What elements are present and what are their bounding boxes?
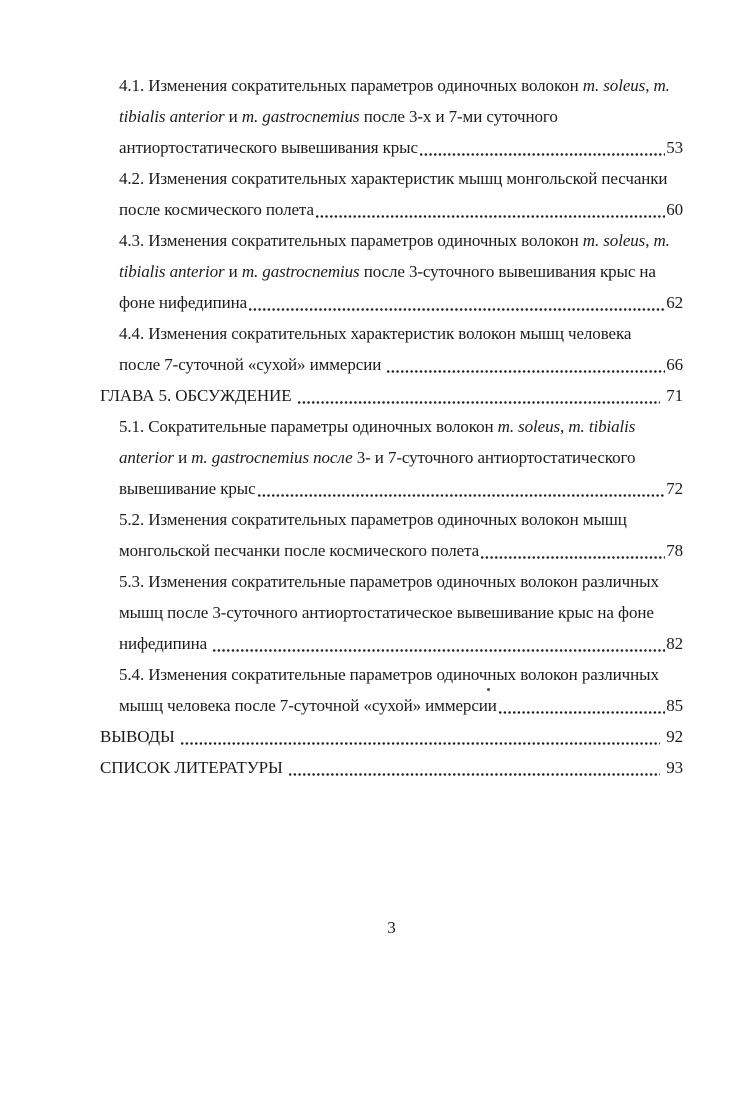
dot-leader: [419, 132, 665, 163]
toc-line-text: anterior и m. gastrocnemius после 3- и 7-суточного антиортостатического: [119, 448, 636, 467]
toc-line-text: мышц человека после 7-суточной «сухой» иммерсии: [119, 696, 497, 715]
toc-entry: [100, 721, 683, 752]
dot-leader: [480, 535, 665, 566]
toc-line-text: 4.1. Изменения сократительных параметров одиночных волокон m. soleus, m.: [119, 76, 670, 95]
toc-line-text: 5.3. Изменения сократительные параметров одиночных волокон различных: [119, 572, 659, 591]
toc-line: [100, 535, 683, 566]
dot-leader: [248, 287, 665, 318]
toc-entry: [100, 163, 683, 225]
toc-line: [100, 318, 683, 349]
toc-line-text: антиортостатического вывешивания крыс: [119, 138, 418, 157]
toc-line-text: 4.4. Изменения сократительных характеристик волокон мышц человека: [119, 324, 632, 343]
toc-line-text: ГЛАВА 5. ОБСУЖДЕНИЕ: [100, 386, 296, 405]
toc-entry: [100, 380, 683, 411]
toc-line-text: 4.2. Изменения сократительных характеристик мышц монгольской песчанки: [119, 169, 668, 188]
toc-line: [100, 380, 683, 411]
toc-line-text: 5.1. Сократительные параметры одиночных волокон m. soleus, m. tibialis: [119, 417, 636, 436]
toc-line: [100, 473, 683, 504]
toc-page-number: 53: [666, 138, 683, 157]
toc-line: [100, 442, 683, 473]
toc-page-number: 71: [666, 386, 683, 405]
dot-leader: [498, 690, 665, 721]
page-number-footer: [100, 912, 683, 943]
toc-line: [100, 504, 683, 535]
toc-entry: [100, 318, 683, 380]
toc-line: [100, 628, 683, 659]
toc-page-number: 62: [666, 293, 683, 312]
toc-line: [100, 194, 683, 225]
toc-line: [100, 690, 683, 721]
toc-line: [100, 566, 683, 597]
toc-line-text: 4.3. Изменения сократительных параметров одиночных волокон m. soleus, m.: [119, 231, 670, 250]
toc-page-number: 93: [666, 758, 683, 777]
toc-line: [100, 721, 683, 752]
toc-line: [100, 70, 683, 101]
dot-leader: [288, 752, 660, 783]
footer-page-number: 3: [387, 918, 396, 937]
toc-line-text: мышц после 3-суточного антиортостатическое вывешивание крыс на фоне: [119, 603, 654, 622]
toc-entry: [100, 659, 683, 721]
toc-line-text: нифедипина: [119, 634, 212, 653]
toc-line: [100, 225, 683, 256]
toc-entry: [100, 504, 683, 566]
table-of-contents: [100, 70, 683, 783]
toc-page-number: 66: [666, 355, 683, 374]
toc-line-text: tibialis anterior и m. gastrocnemius после 3-суточного вывешивания крыс на: [119, 262, 656, 281]
toc-line-text: 5.4. Изменения сократительные параметров одиночных волокон различных: [119, 665, 659, 684]
toc-line: [100, 659, 683, 690]
dot-leader: [180, 721, 660, 752]
dot-leader: [297, 380, 661, 411]
toc-line-text: 5.2. Изменения сократительных параметров одиночных волокон мышц: [119, 510, 627, 529]
toc-page-number: 60: [666, 200, 683, 219]
toc-line-text: ВЫВОДЫ: [100, 727, 179, 746]
toc-line: [100, 163, 683, 194]
toc-line-text: фоне нифедипина: [119, 293, 248, 312]
toc-page-number: 92: [666, 727, 683, 746]
toc-entry: [100, 752, 683, 783]
toc-line-text: после 7-суточной «сухой» иммерсии: [119, 355, 386, 374]
toc-line-text: монгольской песчанки после космического полета: [119, 541, 480, 560]
toc-line: [100, 349, 683, 380]
toc-page-number: 85: [666, 696, 683, 715]
dot-leader: [212, 628, 665, 659]
toc-page-number: 78: [666, 541, 683, 560]
scan-artifact-dot: [487, 688, 490, 691]
toc-line: [100, 287, 683, 318]
toc-line: [100, 752, 683, 783]
dot-leader: [315, 194, 665, 225]
toc-entry: [100, 411, 683, 504]
toc-entry: [100, 70, 683, 163]
toc-line-text: СПИСОК ЛИТЕРАТУРЫ: [100, 758, 287, 777]
toc-line: [100, 132, 683, 163]
toc-line: [100, 101, 683, 132]
toc-page-number: 82: [666, 634, 683, 653]
toc-entry: [100, 225, 683, 318]
toc-line-text: вывешивание крыс: [119, 479, 256, 498]
dot-leader: [257, 473, 666, 504]
dot-leader: [386, 349, 665, 380]
toc-page-number: 72: [666, 479, 683, 498]
toc-line: [100, 597, 683, 628]
toc-line-text: tibialis anterior и m. gastrocnemius после 3-х и 7-ми суточного: [119, 107, 558, 126]
toc-line-text: после космического полета: [119, 200, 314, 219]
toc-line: [100, 411, 683, 442]
toc-line: [100, 256, 683, 287]
toc-entry: [100, 566, 683, 659]
